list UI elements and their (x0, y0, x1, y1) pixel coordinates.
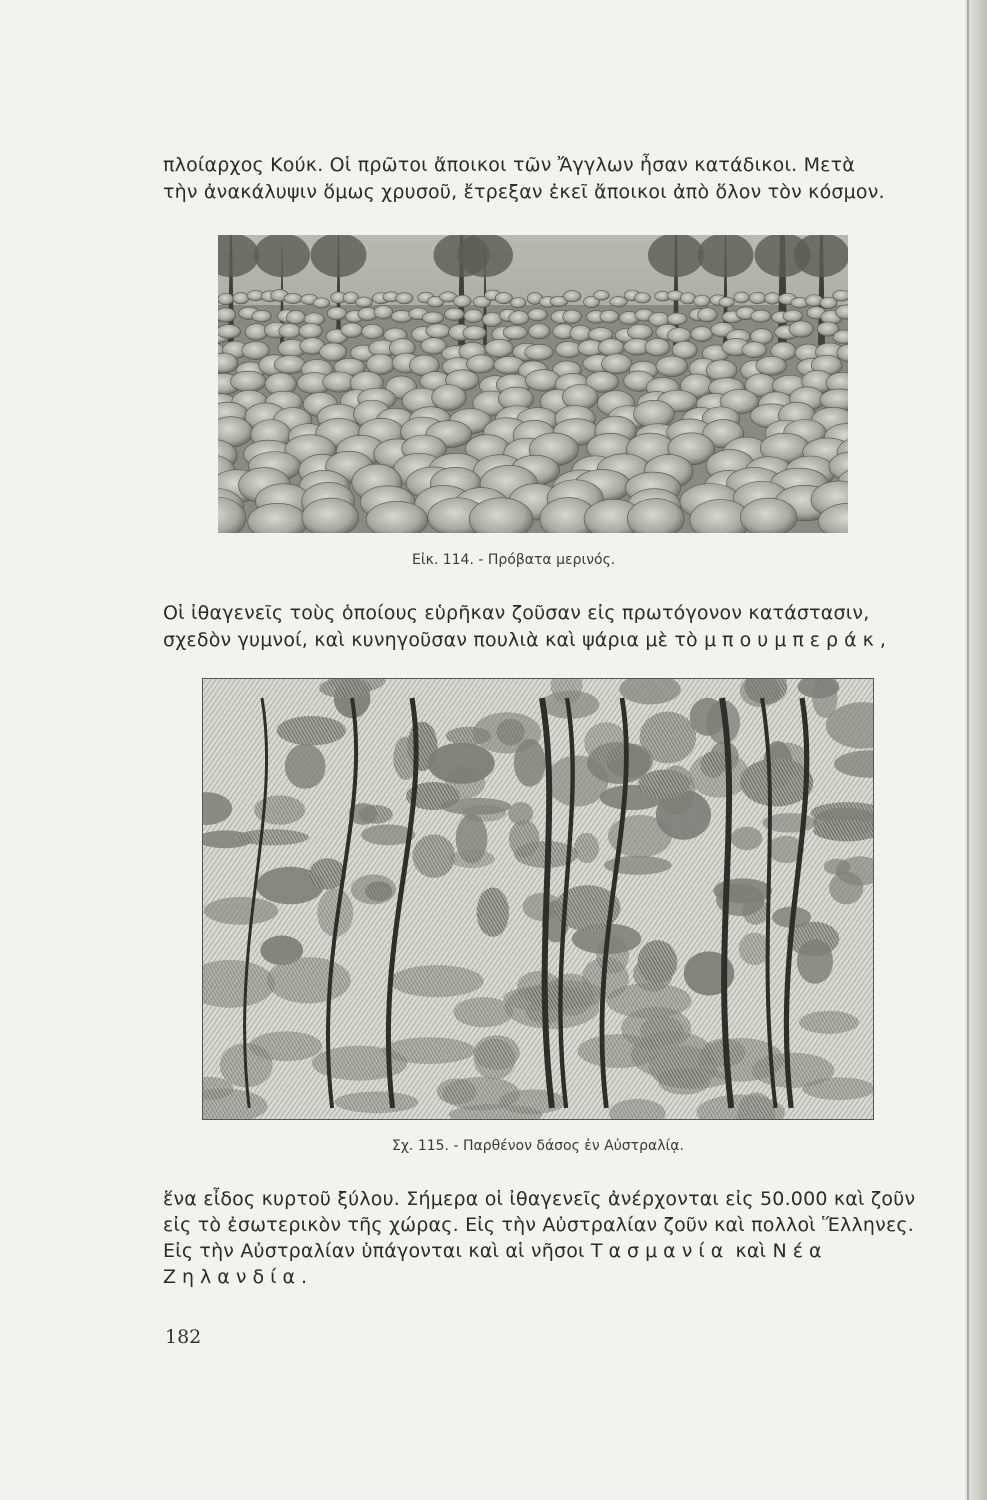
paragraph-line: ἕνα εἶδος κυρτοῦ ξύλου. Σήμερα οἱ ἰθαγενεῖς ἀνέρχονται εἰς 50.000 καὶ ζοῦν (163, 1188, 916, 1210)
figure-caption-114: Εἰκ. 114. - Πρόβατα μερινός. (412, 552, 616, 568)
zealand-term: Ζηλανδία. (163, 1266, 314, 1288)
paragraph-line: Οἱ ἰθαγενεῖς τοὺς ὁποίους εὑρῆκαν ζοῦσαν εἰς πρωτόγονον κατάστασιν, (163, 602, 870, 624)
tasmania-term: Τασμανία (590, 1240, 730, 1262)
paragraph-line: πλοίαρχος Κούκ. Οἱ πρῶτοι ἄποικοι τῶν Ἄγγλων ἦσαν κατάδικοι. Μετὰ (163, 154, 856, 176)
paragraph-top (163, 152, 885, 206)
page-number: 182 (165, 1326, 202, 1348)
binding-line (967, 0, 969, 1500)
paragraph-line: εἰς τὸ ἐσωτερικὸν τῆς χώρας. Εἰς τὴν Αὐστραλίαν ζοῦν καὶ πολλοὶ Ἕλληνες. (163, 1214, 915, 1236)
paragraph-text: σχεδὸν γυμνοί, καὶ κυνηγοῦσαν πουλιὰ καὶ ψάρια μὲ τὸ (163, 629, 705, 651)
virgin-forest-illustration (202, 678, 874, 1120)
paragraph-text: Εἰς τὴν Αὐστραλίαν ὑπάγονται καὶ αἱ νῆσοι (163, 1240, 591, 1262)
paragraph-bottom (163, 1186, 915, 1290)
figure-caption-115: Σχ. 115. - Παρθένον δάσος ἐν Αὐστραλίᾳ. (392, 1138, 684, 1154)
nea-term: Νέα (772, 1240, 828, 1262)
sheep-flock-illustration (218, 235, 848, 533)
paragraph-middle (163, 600, 892, 654)
paragraph-line (163, 1238, 915, 1264)
boomerang-term: μπουμπεράκ, (704, 629, 892, 651)
paragraph-line (163, 627, 892, 654)
paragraph-line: τὴν ἀνακάλυψιν ὅμως χρυσοῦ, ἔτρεξαν ἐκεῖ ἄποικοι ἀπὸ ὅλον τὸν κόσμον. (163, 181, 885, 203)
paragraph-text: καὶ (729, 1240, 773, 1262)
sheep-photo (218, 235, 848, 533)
forest-engraving (202, 678, 874, 1120)
